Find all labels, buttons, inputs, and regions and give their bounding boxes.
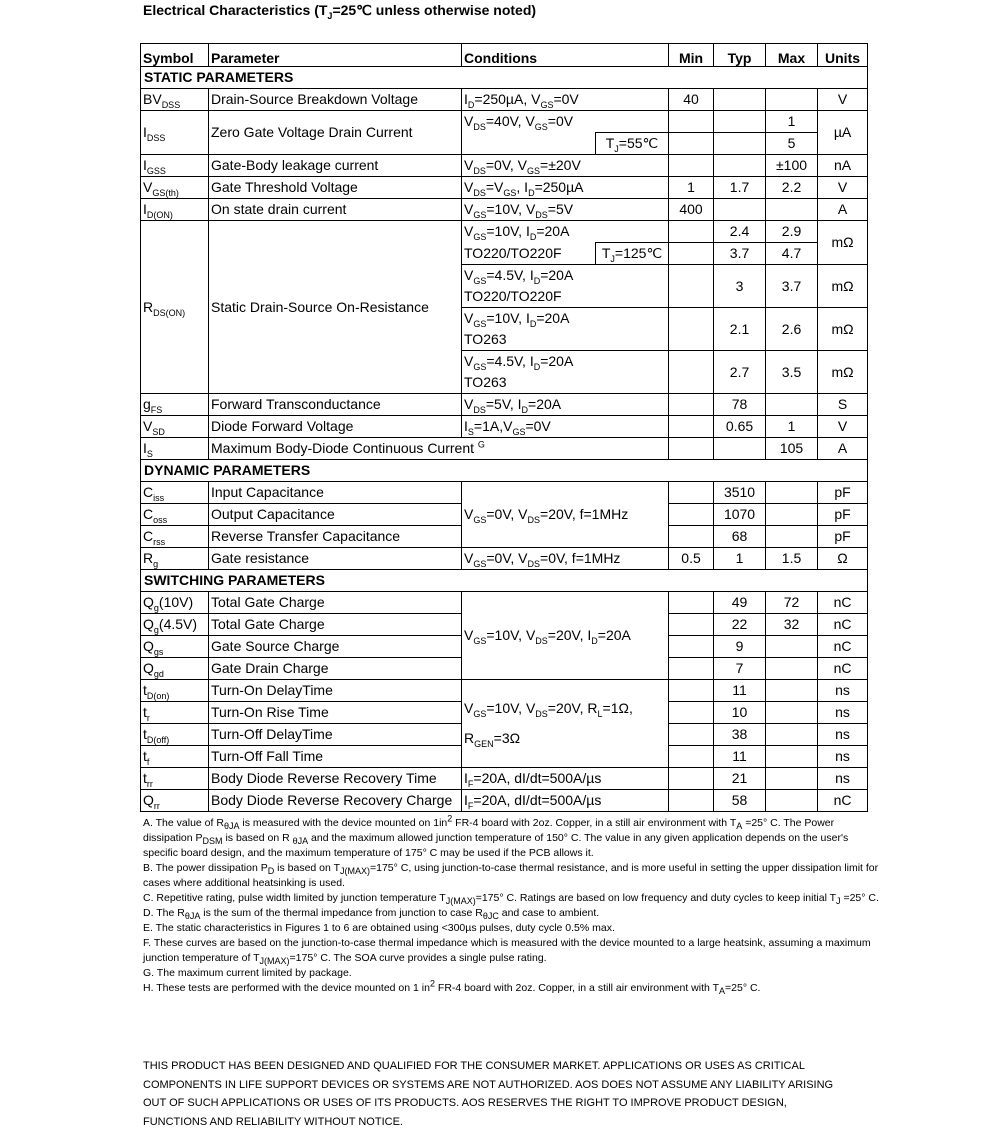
header-symbol: Symbol [141, 44, 209, 67]
parameter-cell: Turn-On Rise Time [209, 702, 462, 724]
conditions-cell: $V_{GS}=10V$, $I_D=20A$ [462, 221, 669, 243]
footnote-b: B. The power dissipation $P_D$ is based on $T_{J(MAX)}=175^\circ$ C, using junction-to-case thermal resistance, and is more useful in setting the upper dissipation limit for cases where additional heatsinking is used. [143, 862, 879, 889]
min-cell [669, 438, 714, 460]
typ-cell: 7 [714, 658, 766, 680]
max-cell: 105 [766, 438, 818, 460]
parameter-cell: Body Diode Reverse Recovery Time [209, 768, 462, 790]
conditions-cell: $V_{DS}=V_{GS}$, $I_D=250\mu A$ [462, 177, 669, 199]
max-cell: 2.9 [766, 221, 818, 243]
table-row [141, 177, 868, 199]
parameter-cell: Zero Gate Voltage Drain Current [209, 111, 462, 155]
parameter-cell: Total Gate Charge [209, 592, 462, 614]
symbol-cell: $t_{rr}$ [141, 768, 209, 790]
parameter-cell: Gate-Body leakage current [209, 155, 462, 177]
max-cell [766, 724, 818, 746]
table-row [141, 790, 868, 812]
header-min: Min [669, 44, 714, 67]
conditions-cell: $V_{GS}=10V$, $V_{DS}=20V$, $R_L=1\Omega$, $R_{GEN}=3\Omega$ [462, 680, 669, 768]
typ-cell [714, 89, 766, 111]
max-cell: 1 [766, 416, 818, 438]
header-conditions: Conditions [462, 44, 669, 67]
typ-cell: 21 [714, 768, 766, 790]
disclaimer-line: OUT OF SUCH APPLICATIONS OR USES OF ITS PRODUCTS. AOS RESERVES THE RIGHT TO IMPROVE PRODUCT DESIGN, [143, 1097, 787, 1109]
header-units: Units [818, 44, 868, 67]
section-dynamic: DYNAMIC PARAMETERS [141, 460, 868, 482]
max-cell [766, 482, 818, 504]
parameter-cell: Gate resistance [209, 548, 462, 570]
symbol-cell: $I_{D(ON)}$ [141, 199, 209, 221]
typ-cell: 2.7 [714, 351, 766, 394]
units-cell: V [818, 89, 868, 111]
symbol-cell: $C_{rss}$ [141, 526, 209, 548]
footnote-g: G. The maximum current limited by package. [143, 967, 352, 979]
footnote-a: A. The value of $R_{\theta JA}$ is measured with the device mounted on $1in^2$ FR-4 board with 2oz. Copper, in a still air environment with $T_A =25^\circ$ C. The Power dissipation $P_{DSM}$ is based on R $_{\theta JA}$ and the maximum allowed junction temperature of 150° C. The value in any given application depends on the user's specific board design, and the maximum temperature of 175° C may be used if the PCB allows it. [143, 813, 849, 859]
units-cell: nA [818, 155, 868, 177]
units-cell: ns [818, 680, 868, 702]
units-cell: ns [818, 746, 868, 768]
units-cell: mΩ [818, 221, 868, 265]
symbol-cell: $Q_g(10V)$ [141, 592, 209, 614]
parameter-cell: On state drain current [209, 199, 462, 221]
max-cell: 32 [766, 614, 818, 636]
symbol-cell: $R_{DS(ON)}$ [141, 221, 209, 394]
min-cell [669, 746, 714, 768]
parameter-cell: Gate Threshold Voltage [209, 177, 462, 199]
typ-cell: 68 [714, 526, 766, 548]
min-cell [669, 265, 714, 308]
min-cell [669, 636, 714, 658]
symbol-cell: $t_{D(on)}$ [141, 680, 209, 702]
parameter-cell: Forward Transconductance [209, 394, 462, 416]
footnote-h: H. These tests are performed with the device mounted on 1 $in^2$ FR-4 board with 2oz. Copper, in a still air environment with $T_A=25^\circ$ C. [143, 978, 761, 997]
units-cell: ns [818, 702, 868, 724]
min-cell: 1 [669, 177, 714, 199]
conditions-cell: $I_F=20A$, dI/dt=500A/µs [462, 768, 669, 790]
min-cell [669, 592, 714, 614]
max-cell: 3.7 [766, 265, 818, 308]
symbol-cell: $Q_g(4.5V)$ [141, 614, 209, 636]
table-row [141, 394, 868, 416]
max-cell [766, 504, 818, 526]
units-cell: V [818, 177, 868, 199]
symbol-cell: $I_{GSS}$ [141, 155, 209, 177]
units-cell: nC [818, 636, 868, 658]
min-cell [669, 416, 714, 438]
parameter-cell: Input Capacitance [209, 482, 462, 504]
min-cell [669, 702, 714, 724]
max-cell [766, 636, 818, 658]
units-cell: ns [818, 724, 868, 746]
units-cell: µA [818, 111, 868, 155]
min-cell [669, 768, 714, 790]
symbol-cell: $t_r$ [141, 702, 209, 724]
typ-cell: 22 [714, 614, 766, 636]
units-cell: mΩ [818, 265, 868, 308]
symbol-cell: $V_{SD}$ [141, 416, 209, 438]
max-cell [766, 199, 818, 221]
parameter-cell: Output Capacitance [209, 504, 462, 526]
conditions-cell: TO220/TO220F [462, 286, 669, 308]
min-cell: 40 [669, 89, 714, 111]
typ-cell: 9 [714, 636, 766, 658]
footnote-c: C. Repetitive rating, pulse width limited by junction temperature $T_{J(MAX)}=175^\circ$ C. Ratings are based on low frequency and duty cycles to keep initial $T_J =25^\circ$ C. [143, 892, 879, 907]
conditions-cell: $I_S=1A,V_{GS}=0V$ [462, 416, 669, 438]
max-cell [766, 89, 818, 111]
parameter-cell: Reverse Transfer Capacitance [209, 526, 462, 548]
header-row [141, 44, 868, 67]
units-cell: A [818, 438, 868, 460]
max-cell: 2.2 [766, 177, 818, 199]
conditions-cell: $V_{GS}=0V$, $V_{DS}=20V$, f=1MHz [462, 482, 669, 548]
min-cell [669, 482, 714, 504]
min-cell [669, 351, 714, 394]
footnote-d: D. The $R_{\theta JA}$ is the sum of the thermal impedance from junction to case $R_{\theta JC}$ and case to ambient. [143, 907, 600, 922]
footnote-f: F. These curves are based on the junction-to-case thermal impedance which is measured with the device mounted to a large heatsink, assuming a maximum junction temperature of $T_{J(MAX)}=175^\circ$ C. The SOA curve provides a single pulse rating. [143, 937, 871, 967]
max-cell: 2.6 [766, 308, 818, 351]
max-cell [766, 394, 818, 416]
min-cell [669, 790, 714, 812]
max-cell: 1.5 [766, 548, 818, 570]
parameter-cell: Gate Drain Charge [209, 658, 462, 680]
min-cell [669, 394, 714, 416]
table-row [141, 155, 868, 177]
units-cell: pF [818, 504, 868, 526]
parameter-cell: Gate Source Charge [209, 636, 462, 658]
max-cell [766, 658, 818, 680]
typ-cell: 1070 [714, 504, 766, 526]
conditions-cell: $V_{GS}=0V$, $V_{DS}=0V$, f=1MHz [462, 548, 669, 570]
max-cell: 3.5 [766, 351, 818, 394]
header-typ: Typ [714, 44, 766, 67]
units-cell: nC [818, 658, 868, 680]
units-cell: pF [818, 526, 868, 548]
max-cell [766, 790, 818, 812]
typ-cell [714, 133, 766, 155]
table-row [141, 111, 868, 133]
disclaimer-line: COMPONENTS IN LIFE SUPPORT DEVICES OR SYSTEMS ARE NOT AUTHORIZED. AOS DOES NOT ASSUME ANY LIABILITY ARISING [143, 1078, 834, 1091]
table-row [141, 438, 868, 460]
typ-cell: 58 [714, 790, 766, 812]
conditions-cell: $V_{DS}=5V$, $I_D=20A$ [462, 394, 669, 416]
disclaimer-line: FUNCTIONS AND RELIABILITY WITHOUT NOTICE. [143, 1115, 403, 1128]
parameter-cell: Drain-Source Breakdown Voltage [209, 89, 462, 111]
max-cell [766, 526, 818, 548]
conditions-cell: $V_{GS}=4.5V$, $I_D=20A$ [462, 265, 669, 287]
typ-cell: 3510 [714, 482, 766, 504]
units-cell: nC [818, 614, 868, 636]
table-row [141, 592, 868, 614]
parameter-cell: Turn-Off Fall Time [209, 746, 462, 768]
max-cell: 5 [766, 133, 818, 155]
min-cell [669, 680, 714, 702]
max-cell [766, 680, 818, 702]
min-cell [669, 155, 714, 177]
symbol-cell: $V_{GS(th)}$ [141, 177, 209, 199]
min-cell [669, 243, 714, 265]
parameter-cell: Total Gate Charge [209, 614, 462, 636]
conditions-cell: $T_J=125℃$ [596, 243, 669, 265]
symbol-cell: $I_{DSS}$ [141, 111, 209, 155]
symbol-cell: $g_{FS}$ [141, 394, 209, 416]
page-title: Electrical Characteristics ($T_J=25℃$ unless otherwise noted) [143, 2, 537, 21]
header-max: Max [766, 44, 818, 67]
max-cell: 72 [766, 592, 818, 614]
section-static: STATIC PARAMETERS [141, 67, 868, 89]
typ-cell [714, 199, 766, 221]
min-cell [669, 133, 714, 155]
parameter-cell: Diode Forward Voltage [209, 416, 462, 438]
conditions-cell: $T_J=55℃$ [596, 133, 669, 155]
max-cell [766, 746, 818, 768]
electrical-characteristics-table [140, 43, 868, 812]
typ-cell: 11 [714, 746, 766, 768]
symbol-cell: $C_{iss}$ [141, 482, 209, 504]
typ-cell: 3 [714, 265, 766, 308]
footnotes [143, 813, 883, 997]
conditions-cell: $I_D=250\mu A$, $V_{GS}=0V$ [462, 89, 669, 111]
table-row [141, 680, 868, 702]
parameter-cell: Turn-On DelayTime [209, 680, 462, 702]
section-switching: SWITCHING PARAMETERS [141, 570, 868, 592]
table-row [141, 768, 868, 790]
symbol-cell: $BV_{DSS}$ [141, 89, 209, 111]
typ-cell: 3.7 [714, 243, 766, 265]
units-cell: ns [818, 768, 868, 790]
min-cell [669, 724, 714, 746]
units-cell: mΩ [818, 351, 868, 394]
header-parameter: Parameter [209, 44, 462, 67]
conditions-cell: $V_{GS}=10V$, $V_{DS}=5V$ [462, 199, 669, 221]
min-cell [669, 658, 714, 680]
units-cell: S [818, 394, 868, 416]
table-row [141, 199, 868, 221]
footnote-e: E. The static characteristics in Figures 1 to 6 are obtained using <300µs pulses, duty cycle 0.5% max. [143, 922, 615, 934]
typ-cell: 49 [714, 592, 766, 614]
max-cell [766, 702, 818, 724]
units-cell: A [818, 199, 868, 221]
parameter-cell: Maximum Body-Diode Continuous Current $^G$ [209, 438, 669, 460]
max-cell [766, 768, 818, 790]
conditions-cell: TO263 [462, 372, 669, 394]
units-cell: nC [818, 790, 868, 812]
typ-cell: 2.4 [714, 221, 766, 243]
typ-cell: 78 [714, 394, 766, 416]
symbol-cell: $Q_{rr}$ [141, 790, 209, 812]
table-row [141, 221, 868, 243]
min-cell [669, 111, 714, 133]
max-cell: 4.7 [766, 243, 818, 265]
parameter-cell: Static Drain-Source On-Resistance [209, 221, 462, 394]
symbol-cell: $I_S$ [141, 438, 209, 460]
min-cell: 0.5 [669, 548, 714, 570]
max-cell: ±100 [766, 155, 818, 177]
parameter-cell: Body Diode Reverse Recovery Charge [209, 790, 462, 812]
conditions-cell: TO220/TO220F [462, 243, 596, 265]
units-cell: mΩ [818, 308, 868, 351]
min-cell [669, 221, 714, 243]
min-cell [669, 614, 714, 636]
symbol-cell: $t_{D(off)}$ [141, 724, 209, 746]
min-cell [669, 526, 714, 548]
min-cell [669, 308, 714, 351]
symbol-cell: $t_f$ [141, 746, 209, 768]
conditions-cell: $V_{GS}=4.5V$, $I_D=20A$ [462, 351, 669, 373]
min-cell [669, 504, 714, 526]
conditions-cell: $V_{GS}=10V$, $V_{DS}=20V$, $I_D=20A$ [462, 592, 669, 680]
parameter-cell: Turn-Off DelayTime [209, 724, 462, 746]
table-row [141, 89, 868, 111]
units-cell: Ω [818, 548, 868, 570]
typ-cell: 0.65 [714, 416, 766, 438]
disclaimer [143, 1057, 883, 1131]
typ-cell: 11 [714, 680, 766, 702]
typ-cell: 38 [714, 724, 766, 746]
typ-cell: 1 [714, 548, 766, 570]
conditions-cell: $I_F=20A$, dI/dt=500A/µs [462, 790, 669, 812]
conditions-cell: TO263 [462, 329, 669, 351]
typ-cell [714, 111, 766, 133]
units-cell: nC [818, 592, 868, 614]
conditions-cell: $V_{GS}=10V$, $I_D=20A$ [462, 308, 669, 330]
table-row [141, 416, 868, 438]
symbol-cell: $R_g$ [141, 548, 209, 570]
typ-cell: 1.7 [714, 177, 766, 199]
conditions-cell: $V_{DS}=0V$, $V_{GS}=\pm 20V$ [462, 155, 669, 177]
symbol-cell: $Q_{gd}$ [141, 658, 209, 680]
typ-cell [714, 438, 766, 460]
table-row [141, 548, 868, 570]
units-cell: V [818, 416, 868, 438]
conditions-cell: $V_{DS}=40V$, $V_{GS}=0V$ [462, 111, 669, 133]
symbol-cell: $Q_{gs}$ [141, 636, 209, 658]
table-row [141, 482, 868, 504]
units-cell: pF [818, 482, 868, 504]
symbol-cell: $C_{oss}$ [141, 504, 209, 526]
typ-cell: 10 [714, 702, 766, 724]
typ-cell: 2.1 [714, 308, 766, 351]
max-cell: 1 [766, 111, 818, 133]
min-cell: 400 [669, 199, 714, 221]
typ-cell [714, 155, 766, 177]
disclaimer-line: THIS PRODUCT HAS BEEN DESIGNED AND QUALIFIED FOR THE CONSUMER MARKET. APPLICATIONS OR USES AS CRITICAL [143, 1060, 805, 1072]
